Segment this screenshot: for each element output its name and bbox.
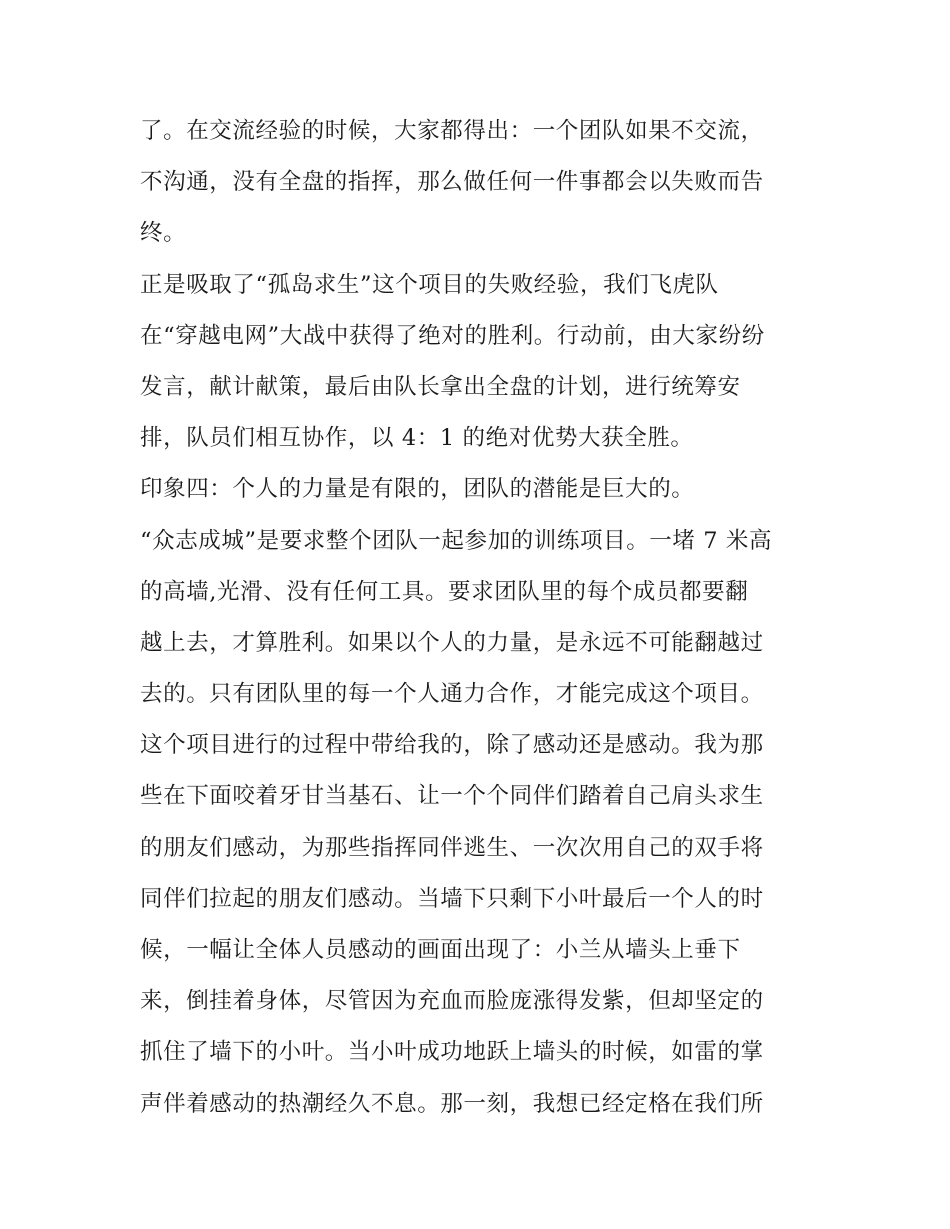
text-line: 来，倒挂着身体，尽管因为充血而脸庞涨得发紫，但却坚定的	[140, 988, 764, 1015]
text-line: 同伴们拉起的朋友们感动。当墙下只剩下小叶最后一个人的时	[140, 885, 764, 912]
text-line: 的高墙,光滑、没有任何工具。要求团队里的每个成员都要翻	[140, 578, 749, 605]
text-line: 了。在交流经验的时候，大家都得出：一个团队如果不交流，	[140, 118, 764, 144]
text-line: 抓住了墙下的小叶。当小叶成功地跃上墙头的时候，如雷的掌	[140, 1039, 764, 1066]
text-line: 这个项目进行的过程中带给我的，除了感动还是感动。我为那	[140, 732, 764, 759]
body-text	[140, 106, 820, 1130]
text-line: 候，一幅让全体人员感动的画面出现了：小兰从墙头上垂下	[140, 937, 741, 963]
text-line: 的朋友们感动，为那些指挥同伴逃生、一次次用自己的双手将	[140, 834, 764, 861]
text-line: 去的。只有团队里的每一个人通力合作，才能完成这个项目。	[140, 681, 764, 708]
text-line: 越上去，才算胜利。如果以个人的力量，是永远不可能翻越过	[140, 629, 764, 656]
section-heading: 印象四：个人的力量是有限的，团队的潜能是巨大的。	[140, 476, 695, 503]
text-line: 终。	[140, 220, 187, 247]
text-line: “众志成城”是要求整个团队一起参加的训练项目。一堵 7 米高	[140, 527, 773, 554]
text-line: 正是吸取了“孤岛求生”这个项目的失败经验，我们飞虎队	[140, 271, 719, 298]
text-line: 排，队员们相互协作，以 4：1 的绝对优势大获全胜。	[140, 425, 694, 452]
text-line: 在“穿越电网”大战中获得了绝对的胜利。行动前，由大家纷纷	[140, 322, 765, 349]
text-line: 声伴着感动的热潮经久不息。那一刻，我想已经定格在我们所	[140, 1090, 764, 1117]
text-line: 不沟通，没有全盘的指挥，那么做任何一件事都会以失败而告	[140, 169, 764, 196]
text-line: 发言，献计献策，最后由队长拿出全盘的计划，进行统筹安	[140, 373, 741, 400]
text-line: 些在下面咬着牙甘当基石、让一个个同伴们踏着自己肩头求生	[140, 783, 764, 810]
